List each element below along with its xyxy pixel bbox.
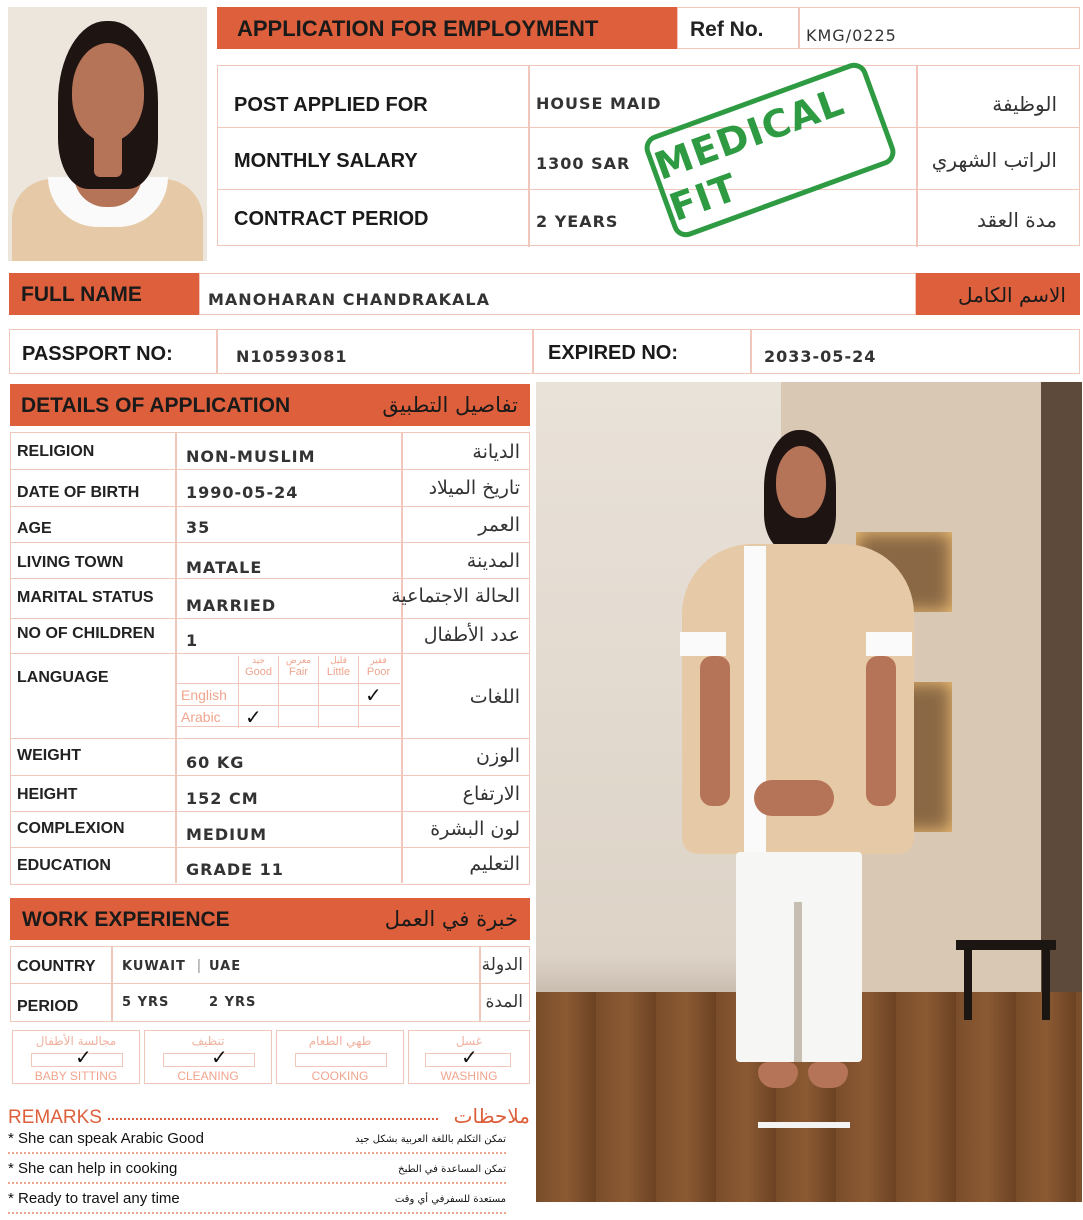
column-divider: [479, 947, 481, 1021]
remark-item: * Ready to travel any time مستعدة للسفرفي أي وقت: [8, 1186, 506, 1214]
full-name-value: MANOHARAN CHANDRAKALA: [199, 273, 916, 315]
side-table-leg: [1042, 950, 1050, 1020]
full-name-label: FULL NAME: [9, 273, 199, 315]
ref-label: Ref No.: [677, 7, 799, 49]
details-row-weight: WEIGHT 60 KG الوزن: [10, 739, 530, 776]
full-name-ar: الاسم الكامل: [916, 273, 1080, 315]
details-row-education: EDUCATION GRADE 11 التعليم: [10, 848, 530, 885]
details-row-marital: MARITAL STATUS MARRIED الحالة الاجتماعية: [10, 579, 530, 619]
skill-baby-sitting: مجالسة الأطفال ✓ BABY SITTING: [12, 1030, 140, 1084]
remark-item: * She can help in cooking تمكن المساعدة في الطبخ: [8, 1156, 506, 1184]
skill-checkbox: [295, 1053, 387, 1067]
remarks-header: REMARKS ملاحظات: [8, 1104, 530, 1128]
details-row-language: LANGUAGE اللغات: [10, 654, 530, 739]
skill-checkbox: [163, 1053, 255, 1067]
expiry-label: EXPIRED NO:: [533, 329, 751, 374]
details-row-age: AGE 35 العمر: [10, 507, 530, 543]
skill-washing: غسل ✓ WASHING: [408, 1030, 530, 1084]
details-row-dob: DATE OF BIRTH 1990-05-24 تاريخ الميلاد: [10, 470, 530, 507]
work-country-row: COUNTRY KUWAIT | UAE الدولة: [11, 947, 529, 984]
remark-item: * She can speak Arabic Good تمكن التكلم باللغة العربية بشكل جيد: [8, 1126, 506, 1154]
work-table: [10, 946, 530, 1022]
job-row: POST APPLIED FOR HOUSE MAID الوظيفة: [218, 66, 1079, 128]
side-table-leg: [964, 950, 972, 1020]
details-row-height: HEIGHT 152 CM الارتفاع: [10, 776, 530, 812]
work-period-row: PERIOD 5 YRS 2 YRS المدة: [17, 992, 523, 1015]
trouser-gap: [794, 902, 802, 1062]
column-divider: [111, 947, 113, 1021]
check-icon: ✓: [211, 1047, 228, 1069]
side-table: [956, 940, 1056, 950]
passport-label: PASSPORT NO:: [9, 329, 217, 374]
check-icon: ✓: [245, 707, 262, 729]
column-divider: [528, 66, 530, 247]
language-row-english: English ✓: [176, 683, 400, 705]
remarks-leader: [108, 1118, 438, 1120]
sandals: [758, 1084, 850, 1128]
passport-value: N10593081: [217, 329, 533, 374]
details-row-town: LIVING TOWN MATALE المدينة: [10, 543, 530, 579]
ref-value: KMG/0225: [799, 7, 1080, 49]
level-little: قليل Little: [318, 656, 358, 728]
level-good: جيد Good: [238, 656, 278, 728]
details-header: DETAILS OF APPLICATION تفاصيل التطبيق: [10, 384, 530, 426]
form-title: APPLICATION FOR EMPLOYMENT: [217, 7, 677, 49]
expiry-value: 2033-05-24: [751, 329, 1080, 374]
medical-fit-stamp: MEDICAL FIT: [641, 59, 900, 241]
language-row-arabic: Arabic ✓: [176, 705, 400, 727]
job-row: MONTHLY SALARY 1300 SAR الراتب الشهري: [218, 128, 1079, 190]
column-divider: [916, 66, 918, 247]
check-icon: ✓: [461, 1047, 478, 1069]
details-row-religion: RELIGION NON-MUSLIM الديانة: [10, 432, 530, 470]
check-icon: ✓: [75, 1047, 92, 1069]
full-body-photo: [536, 382, 1082, 1202]
job-row: CONTRACT PERIOD 2 YEARS مدة العقد: [234, 208, 1057, 232]
country-separator: |: [197, 957, 201, 974]
level-fair: معرض Fair: [278, 656, 318, 728]
level-poor: فقير Poor: [358, 656, 398, 728]
wall-panel: [1041, 382, 1082, 992]
check-icon: ✓: [365, 685, 382, 707]
language-grid: [176, 656, 400, 728]
work-header: WORK EXPERIENCE خبرة في العمل: [10, 898, 530, 940]
skill-cleaning: تنظيف ✓ CLEANING: [144, 1030, 272, 1084]
details-row-complexion: COMPLEXION MEDIUM لون البشرة: [10, 812, 530, 848]
details-row-children: NO OF CHILDREN 1 عدد الأطفال: [10, 619, 530, 654]
skill-cooking: طهي الطعام COOKING: [276, 1030, 404, 1084]
portrait-photo: [8, 7, 207, 261]
